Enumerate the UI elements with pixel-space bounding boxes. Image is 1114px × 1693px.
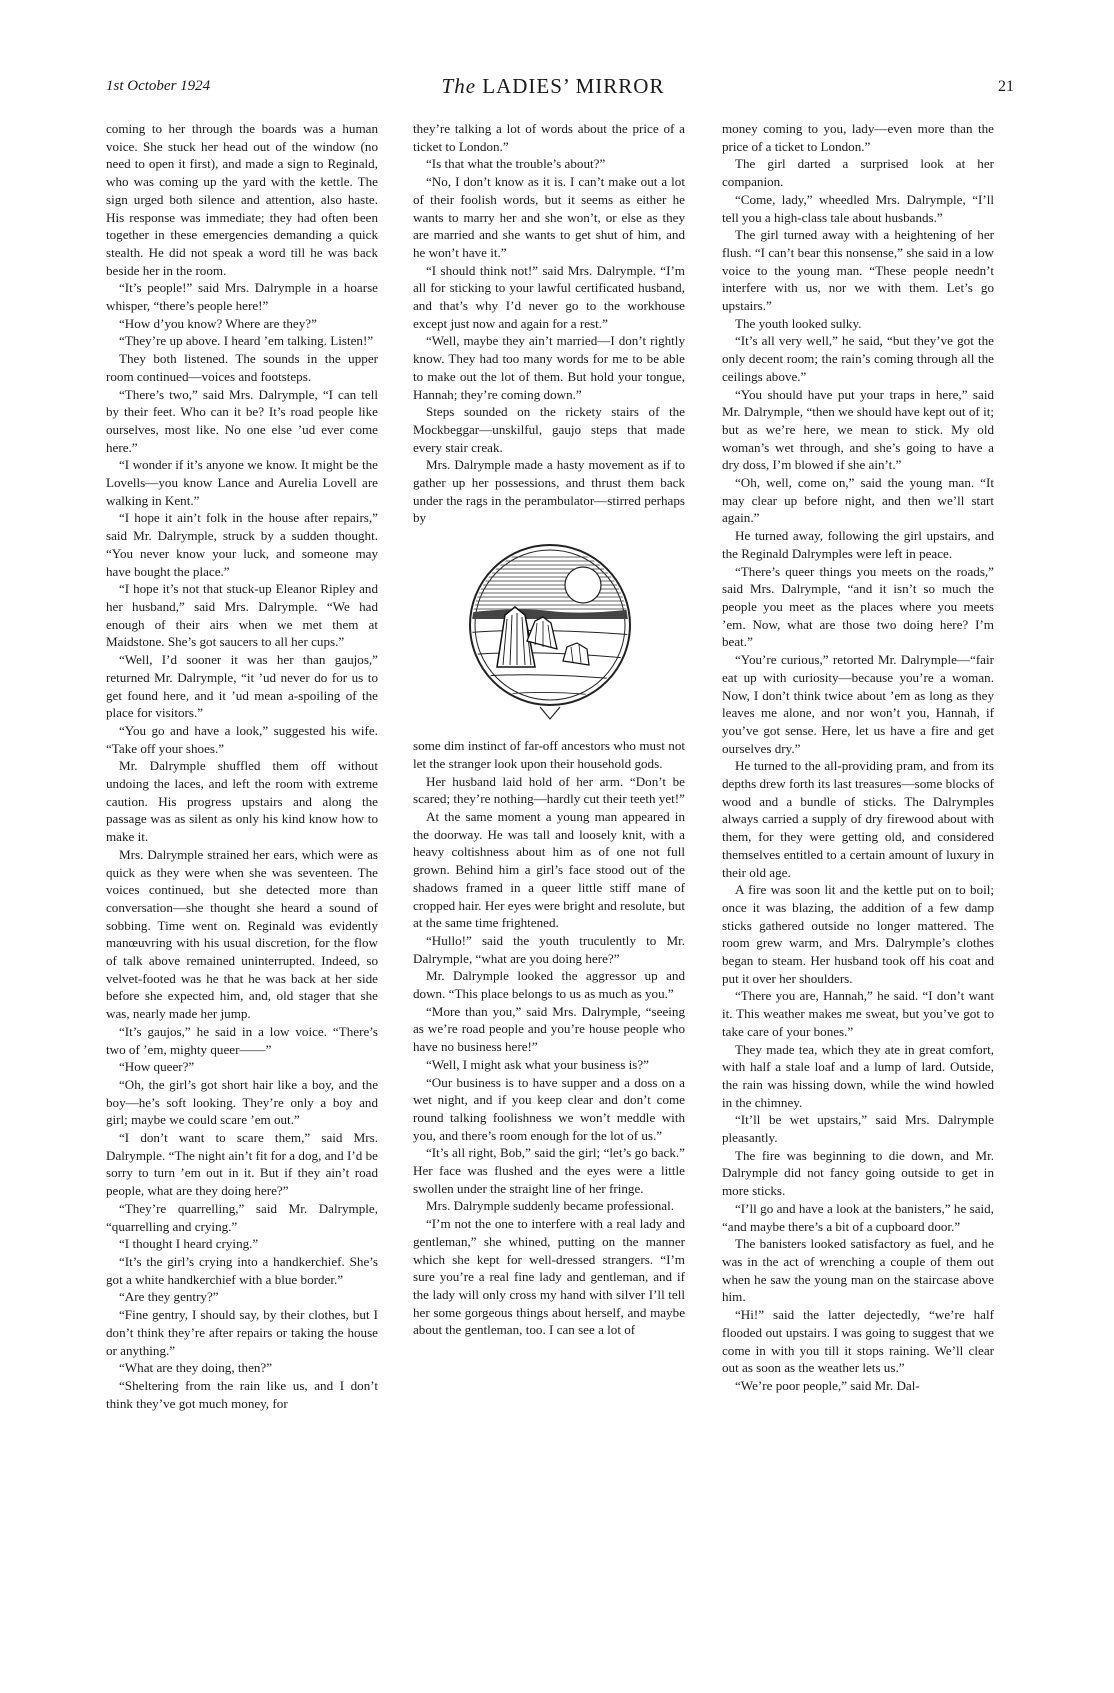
paragraph: “Fine gentry, I should say, by their clothes, but I don’t think they’re after repairs or taking the house or anything.”: [106, 1307, 378, 1358]
paragraph: Mrs. Dalrymple suddenly became professional.: [426, 1198, 674, 1214]
text-column-1: [106, 120, 378, 1412]
paragraph: “I hope it’s not that stuck-up Eleanor Ripley and her husband,” said Mrs. Dalrymple. “We had enough of their airs when we met them at Maidstone. She’s got saucers to all her cups.”: [106, 581, 378, 650]
paragraph: “It’s people!” said Mrs. Dalrymple in a hoarse whisper, “there’s people here!”: [106, 280, 378, 314]
paragraph: “Well, I might ask what your business is?”: [426, 1056, 649, 1072]
paragraph: Mrs. Dalrymple made a hasty movement as if to gather up her possessions, and thrust them back under the rags in the perambulator—stirred perhaps by: [413, 457, 685, 526]
paragraph: “It’s all very well,” he said, “but they’ve got the only decent room; the rain’s coming through all the ceilings above.”: [722, 333, 994, 384]
paragraph: “I wonder if it’s anyone we know. It might be the Lovells—you know Lance and Aurelia Lovell are walking in Kent.”: [106, 457, 378, 508]
paragraph: money coming to you, lady—even more than the price of a ticket to London.”: [722, 121, 994, 154]
text-column-3: [722, 120, 994, 1395]
paragraph: “There’s queer things you meets on the roads,” said Mrs. Dalrymple, “and it isn’t so much the people you meet as the places where you meets ’em. Now, what are those two doing here? I’m beat.”: [722, 563, 994, 650]
paragraph: “I should think not!” said Mrs. Dalrymple. “I’m all for sticking to your lawful certificated husband, and that’s why I’d never go to the workhouse except just now and again for a rest.”: [413, 262, 685, 331]
paragraph: “You should have put your traps in here,” said Mr. Dalrymple, “then we should have kept out of it; but as we’re here, we mean to stick. My old woman’s wet through, and she’s going to have a dry doss, I’m blowed if she ain’t.”: [722, 386, 994, 473]
paragraph: The youth looked sulky.: [735, 315, 862, 331]
text-column-2: [413, 120, 685, 1339]
paragraph: coming to her through the boards was a human voice. She stuck her head out of the window (no need to open it first), and made a sign to Reginald, who was coming up the yard with the kettle. The sign urged both silence and attention, also haste. His response was immediate; they had often been together in these emergencies demanding a quick stealth. He did not speak a word till he was back beside her in the room.: [106, 121, 378, 278]
paragraph: “I’m not the one to interfere with a real lady and gentleman,” she whined, putting on the manner which she kept for well-dressed strangers. “I’m sure you’re a real fine lady and gentleman, and if the lady will only cross my hand with silver I’ll tell her some gorgeous things about herself, and maybe about the gentleman, too. I can see a lot of: [413, 1216, 685, 1338]
paragraph: The girl darted a surprised look at her companion.: [722, 156, 994, 190]
paragraph: “Come, lady,” wheedled Mrs. Dalrymple, “I’ll tell you a high-class tale about husbands.”: [722, 191, 994, 225]
paragraph: “Is that what the trouble’s about?”: [426, 156, 606, 172]
paragraph: “They’re up above. I heard ’em talking. Listen!”: [119, 333, 374, 349]
paragraph: “Hullo!” said the youth truculently to Mr. Dalrymple, “what are you doing here?”: [413, 932, 685, 966]
illustration-drawing: [455, 537, 645, 727]
paragraph: “Hi!” said the latter dejectedly, “we’re half flooded out upstairs. I was going to suggest that we come in with you till it stops raining. We’ll clear out as soon as the weather lets us.”: [722, 1307, 994, 1376]
paragraph: At the same moment a young man appeared in the doorway. He was tall and loosely knit, with a heavy coltishness about him as of one not full grown. Behind him a girl’s face stood out of the shadows framed in a queer little stiff mane of cropped hair. Her eyes were bright and resolute, but at the same time frightened.: [413, 808, 685, 931]
paragraph: “Sheltering from the rain like us, and I don’t think they’ve got much money, for: [106, 1377, 378, 1411]
paragraph: The fire was beginning to die down, and Mr. Dalrymple did not fancy going outside to get in more sticks.: [722, 1147, 994, 1199]
paragraph: “Our business is to have supper and a doss on a wet night, and if you keep clear and don’t come round talking foolishness we won’t meddle with you, and there’s room enough for the lot of us.”: [413, 1074, 685, 1143]
moonlit-field-with-haystack-vignette-icon: [455, 537, 645, 727]
paragraph: “I thought I heard crying.”: [119, 1236, 259, 1252]
paragraph: they’re talking a lot of words about the price of a ticket to London.”: [413, 121, 685, 154]
text-column-2-top: [413, 120, 685, 527]
paragraph: “It’s gaujos,” he said in a low voice. “There’s two of ’em, mighty queer——”: [106, 1023, 378, 1057]
running-header: [90, 76, 1016, 100]
paragraph: “It’s the girl’s crying into a handkerchief. She’s got a white handkerchief with a blue border.”: [106, 1254, 378, 1287]
paragraph: Her husband laid hold of her arm. “Don’t be scared; they’re nothing—hardly cut their teeth yet!”: [413, 773, 685, 807]
paragraph: The girl turned away with a heightening of her flush. “I can’t bear this nonsense,” she said in a low voice to the young man. “These people needn’t interfere with us, nor we with them. Let’s go upstairs.”: [722, 227, 994, 314]
paragraph: “You’re curious,” retorted Mr. Dalrymple—“fair eat up with curiosity—because you’re a woman. Now, I don’t think twice about ’em as long as they leaves me alone, and nor won’t you, Hannah, if you’ve got sense. Here, let us have a fire and get ourselves dry.”: [722, 652, 994, 756]
magazine-title-name: LADIES’ MIRROR: [476, 74, 665, 98]
paragraph: He turned to the all-providing pram, and from its depths drew forth its last treasures—some blocks of wood and a bundle of sticks. The Dalrymples always carried a supply of dry firewood about with them, for they were getting old, and considered themselves entitled to a certain amount of luxury in their old age.: [722, 758, 994, 880]
paragraph: “How queer?”: [119, 1059, 195, 1075]
paragraph: “I hope it ain’t folk in the house after repairs,” said Mr. Dalrymple, struck by a sudden thought. “You never know your luck, and someone may have bought the place.”: [106, 510, 378, 579]
paragraph: “You go and have a look,” suggested his wife. “Take off your shoes.”: [106, 722, 378, 756]
paragraph: “It’ll be wet upstairs,” said Mrs. Dalrymple pleasantly.: [722, 1112, 994, 1146]
paragraph: “They’re quarrelling,” said Mr. Dalrymple, “quarrelling and crying.”: [106, 1200, 378, 1234]
paragraph: “More than you,” said Mrs. Dalrymple, “seeing as we’re road people and you’re house people who have no business here!”: [413, 1003, 685, 1055]
paragraph: He turned away, following the girl upstairs, and the Reginald Dalrymples were left in peace.: [722, 528, 994, 561]
paragraph: “I’ll go and have a look at the banisters,” he said, “and maybe there’s a bit of a cupboard door.”: [722, 1200, 994, 1234]
paragraph: “Oh, the girl’s got short hair like a boy, and the boy—he’s soft looking. They’re only a boy and girl; maybe we could scare ’em out.”: [106, 1076, 378, 1128]
page-number: 21: [998, 78, 1014, 95]
paragraph: “No, I don’t know as it is. I can’t make out a lot of their foolish words, but it seems as either he wants to marry her and she won’t, or else as they are married and she wants to get shut of him, and he won’t have it.”: [413, 174, 685, 260]
paragraph: “How d’you know? Where are they?”: [119, 315, 317, 331]
paragraph: “Well, maybe they ain’t married—I don’t rightly know. They had too many words for me to be able to make out the lot of them. But hold your tongue, Hannah; they’re coming down.”: [413, 333, 685, 402]
paragraph: Mr. Dalrymple looked the aggressor up and down. “This place belongs to us as much as you.”: [413, 968, 685, 1002]
paragraph: “Are they gentry?”: [119, 1289, 219, 1305]
paragraph: They made tea, which they ate in great comfort, with half a stale loaf and a lump of lard. Outside, the rain was hissing down, while the wind howled in the chimney.: [722, 1041, 994, 1110]
paragraph: Mrs. Dalrymple strained her ears, which were as quick as they were when she was seventeen. The voices continued, but she detected more than conversation—she thought she heard a sound of sobbing. Time went on. Reginald was evidently manœuvring with his usual discretion, for the flow of talk above remained uninterrupted. Indeed, so velvet-footed was he that he was back at her side before she expected him, and, old stager that she was, nearly made her jump.: [106, 846, 378, 1022]
paragraph: “We’re poor people,” said Mr. Dal-: [735, 1377, 920, 1393]
paragraph: “Oh, well, come on,” said the young man. “It may clear up before night, and then we’ll start again.”: [722, 475, 994, 526]
magazine-title-article: The: [441, 74, 477, 98]
paragraph: “There you are, Hannah,” he said. “I don’t want it. This weather makes me sweat, but you’ve got to take care of your bones.”: [722, 988, 994, 1039]
paragraph: “Well, I’d sooner it was her than gaujos,” returned Mr. Dalrymple, “it ’ud never do for us to get found here, and it ’ud mean a-spoiling of the place for visitors.”: [106, 652, 378, 721]
paragraph: The banisters looked satisfactory as fuel, and he was in the act of wrenching a couple of them out when he saw the young man on the staircase above him.: [722, 1236, 994, 1305]
magazine-title: [90, 74, 1016, 99]
paragraph: “There’s two,” said Mrs. Dalrymple, “I can tell by their feet. Who can it be? It’s road people like ourselves, most like. No one else ’ud ever come here.”: [106, 386, 378, 455]
paragraph: Mr. Dalrymple shuffled them off without undoing the laces, and left the room with extreme caution. His progress upstairs and along the passage was as silent as only his kind know how to make it.: [106, 758, 378, 845]
paragraph: A fire was soon lit and the kettle put on to boil; once it was blazing, the addition of a few damp sticks gathered outside no longer mattered. The room grew warm, and Mrs. Dalrymple’s clothes began to steam. Her husband took off his coat and put it over her shoulders.: [722, 882, 994, 986]
paragraph: They both listened. The sounds in the upper room continued—voices and footsteps.: [106, 351, 378, 384]
text-column-2-bottom: [413, 737, 685, 1339]
paragraph: “What are they doing, then?”: [119, 1360, 273, 1376]
paragraph: some dim instinct of far-off ancestors who must not let the stranger look upon their household gods.: [413, 738, 685, 771]
paragraph: Steps sounded on the rickety stairs of the Mockbeggar—unskilful, gaujo steps that made every stair creak.: [413, 404, 685, 455]
issue-date: 1st October 1924: [106, 78, 211, 94]
paragraph: “I don’t want to scare them,” said Mrs. Dalrymple. “The night ain’t fit for a dog, and I’d be sorry to turn ’em out in it. But if they ain’t road people, what are they doing here?”: [106, 1130, 378, 1199]
paragraph: “It’s all right, Bob,” said the girl; “let’s go back.” Her face was flushed and the eyes were a little swollen under the straight line of her fringe.: [413, 1145, 685, 1196]
